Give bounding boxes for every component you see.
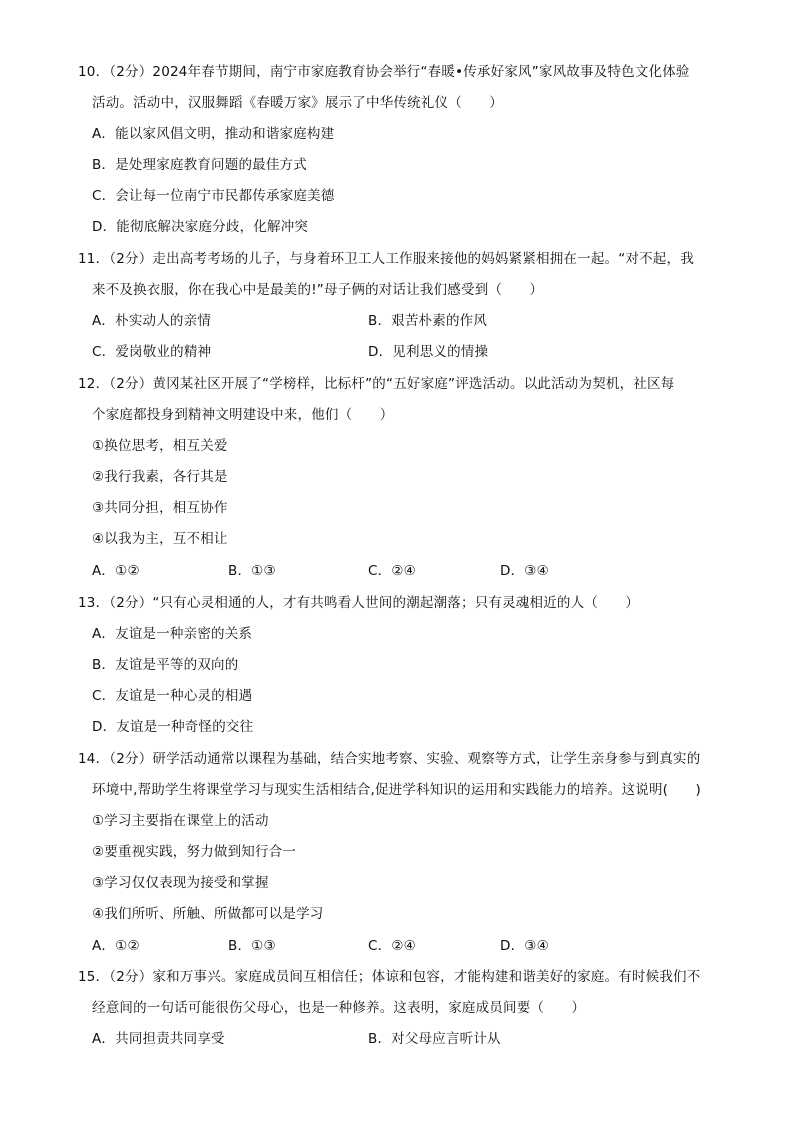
q10-stem-line-1: 10．（2分）2024年春节期间，南宁市家庭教育协会举行“春暖•传承好家风”家风故事及特色文化体验 [78,64,690,80]
q14-option-c: C．②④ [368,938,416,954]
q14-statement-4: ④我们所听、所触、所做都可以是学习 [92,906,324,922]
q10-option-c: C．会让每一位南宁市民都传承家庭美德 [92,188,335,204]
q14-option-a: A．①② [92,938,140,954]
q14-stem-line-2: 环境中,帮助学生将课堂学习与现实生活相结合,促进学科知识的运用和实践能力的培养。这说明( ) [92,782,702,798]
q12-statement-1: ①换位思考，相互关爱 [92,438,228,454]
q10-option-d: D．能彻底解决家庭分歧，化解冲突 [92,219,309,235]
q13-option-b: B．友谊是平等的双向的 [92,657,239,673]
q12-stem-line-1: 12．（2分）黄冈某社区开展了“学榜样，比标杆”的“五好家庭”评选活动。以此活动为契机，社区每 [78,376,675,392]
q13-option-a: A．友谊是一种亲密的关系 [92,626,253,642]
q11-option-d: D．见利思义的情操 [368,344,489,360]
q13-option-c: C．友谊是一种心灵的相遇 [92,688,253,704]
q15-stem-line-1: 15．（2分）家和万事兴。家庭成员间互相信任；体谅和包容，才能构建和谐美好的家庭。有时候我们不 [78,969,701,985]
q12-statement-4: ④以我为主，互不相让 [92,531,228,547]
q14-statement-2: ②要重视实践，努力做到知行合一 [92,844,297,860]
q12-options-row [92,561,612,581]
q14-stem-line-1: 14．（2分）研学活动通常以课程为基础，结合实地考察、实验、观察等方式，让学生亲身参与到真实的 [78,751,701,767]
q10-stem-line-2: 活动。活动中，汉服舞蹈《春暖万家》展示了中华传统礼仪（ ） [92,95,503,111]
q12-option-d: D．③④ [500,563,549,579]
q11-option-b: B．艰苦朴素的作风 [368,313,488,329]
q12-option-a: A．①② [92,563,140,579]
q11-stem-line-2: 来不及换衣服，你在我心中是最美的!”母子俩的对话让我们感受到（ ） [92,282,544,298]
q15-option-b: B．对父母应言听计从 [368,1031,501,1047]
q13-option-d: D．友谊是一种奇怪的交往 [92,719,254,735]
q12-option-c: C．②④ [368,563,416,579]
q12-statement-3: ③共同分担，相互协作 [92,500,228,516]
q11-stem-line-1: 11．（2分）走出高考考场的儿子，与身着环卫工人工作服来接他的妈妈紧紧相拥在一起。“对不起，我 [78,251,694,267]
q11-option-c: C．爱岗敬业的精神 [92,344,212,360]
q12-statement-2: ②我行我素，各行其是 [92,469,228,485]
q15-option-a: A．共同担责共同享受 [92,1031,225,1047]
q13-stem-line-1: 13．（2分）“只有心灵相通的人，才有共鸣看人世间的潮起潮落；只有灵魂相近的人（ ） [78,595,640,611]
q14-statement-1: ①学习主要指在课堂上的活动 [92,813,269,829]
q14-option-b: B．①③ [228,938,276,954]
q12-option-b: B．①③ [228,563,276,579]
q14-statement-3: ③学习仅仅表现为接受和掌握 [92,875,269,891]
q14-options-row [92,936,612,956]
q10-option-b: B．是处理家庭教育问题的最佳方式 [92,157,307,173]
q14-option-d: D．③④ [500,938,549,954]
q15-stem-line-2: 经意间的一句话可能很伤父母心，也是一种修养。这表明，家庭成员间要（ ） [92,1000,586,1016]
q12-stem-line-2: 个家庭都投身到精神文明建设中来，他们（ ） [92,407,394,423]
q11-option-a: A．朴实动人的亲情 [92,313,212,329]
q10-option-a: A．能以家风倡文明，推动和谐家庭构建 [92,126,335,142]
